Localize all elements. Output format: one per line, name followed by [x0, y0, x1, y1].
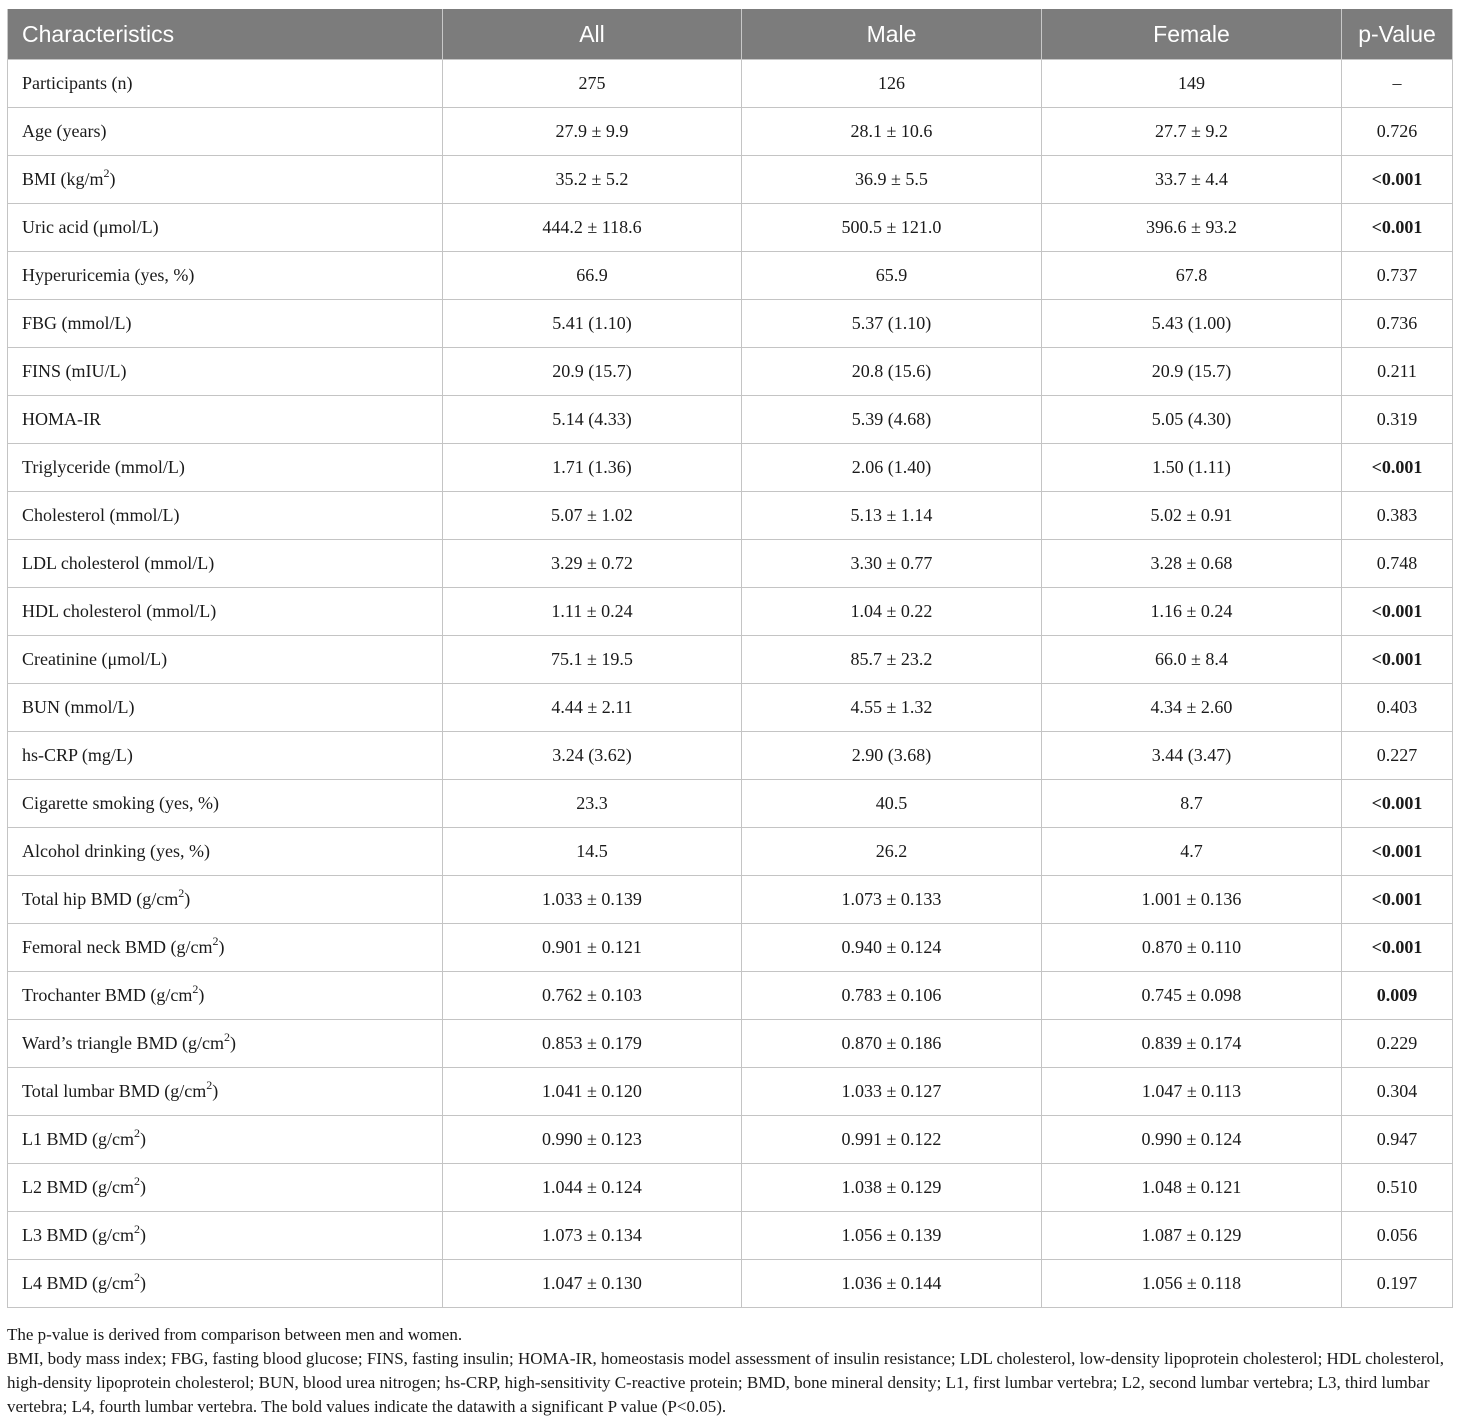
table-row: [8, 108, 1453, 156]
cell-characteristic: [8, 252, 443, 300]
table-row: [8, 780, 1453, 828]
characteristic-label: L1 BMD (g/cm: [22, 1129, 134, 1149]
cell-characteristic: [8, 492, 443, 540]
cell-male: 1.073 ± 0.133: [742, 876, 1042, 924]
cell-all: 20.9 (15.7): [443, 348, 742, 396]
cell-p-value: <0.001: [1342, 876, 1453, 924]
cell-all: 4.44 ± 2.11: [443, 684, 742, 732]
cell-female: 0.745 ± 0.098: [1042, 972, 1342, 1020]
cell-all: 14.5: [443, 828, 742, 876]
cell-male: 36.9 ± 5.5: [742, 156, 1042, 204]
characteristic-label: Uric acid (μmol/L): [22, 217, 159, 237]
characteristic-label: FBG (mmol/L): [22, 313, 132, 333]
cell-female: 33.7 ± 4.4: [1042, 156, 1342, 204]
characteristic-label-suffix: ): [230, 1033, 237, 1053]
cell-male: 1.038 ± 0.129: [742, 1164, 1042, 1212]
cell-female: 0.990 ± 0.124: [1042, 1116, 1342, 1164]
cell-male: 40.5: [742, 780, 1042, 828]
characteristic-label: Participants (n): [22, 73, 133, 93]
cell-female: 3.28 ± 0.68: [1042, 540, 1342, 588]
table-row: [8, 1212, 1453, 1260]
footnote-abbreviations: BMI, body mass index; FBG, fasting blood glucose; FINS, fasting insulin; HOMA-IR, homeostasis model assessment of insulin resistance; LDL cholesterol, low-density lipoprotein cholesterol; HDL cholesterol, high-density lipoprotein cholesterol; BUN, blood urea nitrogen; hs-CRP, high-sensitivity C-reactive protein; BMD, bone mineral density; L1, first lumbar vertebra; L2, second lumbar vertebra; L3, third lumbar vertebra; L4, fourth lumbar vertebra. The bold values indicate the datawith a significant P value (P<0.05).: [7, 1349, 1444, 1416]
cell-all: 66.9: [443, 252, 742, 300]
unit-superscript: 2: [134, 1126, 140, 1140]
cell-all: 1.073 ± 0.134: [443, 1212, 742, 1260]
characteristic-label: Total hip BMD (g/cm: [22, 889, 179, 909]
cell-female: 0.839 ± 0.174: [1042, 1020, 1342, 1068]
cell-male: 500.5 ± 121.0: [742, 204, 1042, 252]
table-body: [8, 60, 1453, 1308]
cell-male: 5.37 (1.10): [742, 300, 1042, 348]
header-female: Female: [1042, 9, 1342, 60]
table-row: [8, 924, 1453, 972]
cell-female: 66.0 ± 8.4: [1042, 636, 1342, 684]
cell-all: 5.41 (1.10): [443, 300, 742, 348]
cell-all: 0.990 ± 0.123: [443, 1116, 742, 1164]
cell-p-value: <0.001: [1342, 924, 1453, 972]
header-all: All: [443, 9, 742, 60]
cell-characteristic: [8, 108, 443, 156]
cell-female: 27.7 ± 9.2: [1042, 108, 1342, 156]
cell-male: 4.55 ± 1.32: [742, 684, 1042, 732]
unit-superscript: 2: [134, 1222, 140, 1236]
cell-female: 5.43 (1.00): [1042, 300, 1342, 348]
table-row: [8, 492, 1453, 540]
characteristic-label-suffix: ): [212, 1081, 219, 1101]
cell-characteristic: [8, 924, 443, 972]
cell-female: 1.50 (1.11): [1042, 444, 1342, 492]
cell-male: 3.30 ± 0.77: [742, 540, 1042, 588]
characteristic-label-suffix: ): [140, 1129, 146, 1149]
cell-characteristic: [8, 1260, 443, 1308]
table-row: [8, 1020, 1453, 1068]
cell-male: 5.39 (4.68): [742, 396, 1042, 444]
cell-p-value: 0.319: [1342, 396, 1453, 444]
cell-female: 20.9 (15.7): [1042, 348, 1342, 396]
cell-male: 1.033 ± 0.127: [742, 1068, 1042, 1116]
characteristic-label: Alcohol drinking (yes, %): [22, 841, 210, 861]
cell-characteristic: [8, 636, 443, 684]
cell-male: 2.06 (1.40): [742, 444, 1042, 492]
cell-all: 27.9 ± 9.9: [443, 108, 742, 156]
characteristic-label: Triglyceride (mmol/L): [22, 457, 185, 477]
characteristic-label: L3 BMD (g/cm: [22, 1225, 134, 1245]
cell-p-value: 0.383: [1342, 492, 1453, 540]
footnote-p-value-note: The p-value is derived from comparison between men and women.: [7, 1325, 463, 1344]
table-row: [8, 636, 1453, 684]
cell-p-value: <0.001: [1342, 588, 1453, 636]
cell-male: 5.13 ± 1.14: [742, 492, 1042, 540]
cell-p-value: <0.001: [1342, 156, 1453, 204]
cell-female: 5.05 (4.30): [1042, 396, 1342, 444]
characteristic-label-suffix: ): [109, 169, 116, 189]
cell-male: 65.9: [742, 252, 1042, 300]
table-footnotes: [7, 1323, 1457, 1419]
table-row: [8, 348, 1453, 396]
cell-female: 0.870 ± 0.110: [1042, 924, 1342, 972]
cell-characteristic: [8, 156, 443, 204]
characteristic-label-suffix: ): [140, 1177, 146, 1197]
cell-characteristic: [8, 204, 443, 252]
cell-all: 3.24 (3.62): [443, 732, 742, 780]
cell-male: 0.783 ± 0.106: [742, 972, 1042, 1020]
header-row: [8, 9, 1453, 60]
cell-p-value: 0.736: [1342, 300, 1453, 348]
characteristic-label: HDL cholesterol (mmol/L): [22, 601, 217, 621]
cell-characteristic: [8, 828, 443, 876]
cell-male: 1.036 ± 0.144: [742, 1260, 1042, 1308]
characteristic-label-suffix: ): [184, 889, 191, 909]
cell-female: 3.44 (3.47): [1042, 732, 1342, 780]
cell-male: 1.056 ± 0.139: [742, 1212, 1042, 1260]
cell-p-value: <0.001: [1342, 780, 1453, 828]
cell-characteristic: [8, 780, 443, 828]
cell-characteristic: [8, 1020, 443, 1068]
unit-superscript: 2: [192, 982, 199, 996]
cell-female: 5.02 ± 0.91: [1042, 492, 1342, 540]
cell-female: 8.7: [1042, 780, 1342, 828]
characteristic-label: LDL cholesterol (mmol/L): [22, 553, 215, 573]
cell-all: 5.14 (4.33): [443, 396, 742, 444]
header-p-value: p-Value: [1342, 9, 1453, 60]
characteristic-label: Age (years): [22, 121, 107, 141]
table-row: [8, 732, 1453, 780]
characteristic-label-suffix: ): [218, 937, 225, 957]
characteristic-label: Femoral neck BMD (g/cm: [22, 937, 213, 957]
cell-all: 23.3: [443, 780, 742, 828]
characteristic-label: Hyperuricemia (yes, %): [22, 265, 195, 285]
cell-characteristic: [8, 444, 443, 492]
table-row: [8, 444, 1453, 492]
unit-superscript: 2: [224, 1030, 231, 1044]
cell-female: 4.34 ± 2.60: [1042, 684, 1342, 732]
table-row: [8, 828, 1453, 876]
characteristic-label: Creatinine (μmol/L): [22, 649, 168, 669]
table-row: [8, 972, 1453, 1020]
table-row: [8, 252, 1453, 300]
cell-male: 28.1 ± 10.6: [742, 108, 1042, 156]
characteristic-label-suffix: ): [140, 1225, 146, 1245]
cell-characteristic: [8, 1212, 443, 1260]
cell-male: 85.7 ± 23.2: [742, 636, 1042, 684]
cell-p-value: 0.304: [1342, 1068, 1453, 1116]
cell-p-value: 0.403: [1342, 684, 1453, 732]
table-row: [8, 60, 1453, 108]
table-row: [8, 588, 1453, 636]
characteristics-table: [7, 9, 1453, 1308]
header-characteristics: Characteristics: [8, 9, 443, 60]
cell-male: 1.04 ± 0.22: [742, 588, 1042, 636]
cell-male: 0.991 ± 0.122: [742, 1116, 1042, 1164]
cell-all: 0.901 ± 0.121: [443, 924, 742, 972]
unit-superscript: 2: [134, 1270, 140, 1284]
cell-male: 0.870 ± 0.186: [742, 1020, 1042, 1068]
cell-p-value: 0.056: [1342, 1212, 1453, 1260]
cell-all: 1.11 ± 0.24: [443, 588, 742, 636]
cell-female: 1.056 ± 0.118: [1042, 1260, 1342, 1308]
cell-characteristic: [8, 732, 443, 780]
cell-characteristic: [8, 972, 443, 1020]
cell-all: 1.044 ± 0.124: [443, 1164, 742, 1212]
table-row: [8, 1164, 1453, 1212]
cell-all: 3.29 ± 0.72: [443, 540, 742, 588]
cell-female: 1.087 ± 0.129: [1042, 1212, 1342, 1260]
cell-female: 1.048 ± 0.121: [1042, 1164, 1342, 1212]
table-row: [8, 1260, 1453, 1308]
unit-superscript: 2: [103, 166, 110, 180]
cell-female: 4.7: [1042, 828, 1342, 876]
cell-p-value: 0.726: [1342, 108, 1453, 156]
characteristic-label: hs-CRP (mg/L): [22, 745, 133, 765]
characteristic-label: L4 BMD (g/cm: [22, 1273, 134, 1293]
cell-female: 1.047 ± 0.113: [1042, 1068, 1342, 1116]
characteristic-label: L2 BMD (g/cm: [22, 1177, 134, 1197]
cell-p-value: 0.229: [1342, 1020, 1453, 1068]
table-row: [8, 1068, 1453, 1116]
cell-p-value: <0.001: [1342, 444, 1453, 492]
cell-female: 396.6 ± 93.2: [1042, 204, 1342, 252]
characteristic-label: Cholesterol (mmol/L): [22, 505, 180, 525]
cell-female: 67.8: [1042, 252, 1342, 300]
characteristic-label: BUN (mmol/L): [22, 697, 135, 717]
characteristic-label-suffix: ): [140, 1273, 146, 1293]
cell-characteristic: [8, 588, 443, 636]
characteristic-label: BMI (kg/m: [22, 169, 104, 189]
characteristic-label: Cigarette smoking (yes, %): [22, 793, 219, 813]
cell-characteristic: [8, 1068, 443, 1116]
cell-p-value: 0.197: [1342, 1260, 1453, 1308]
cell-all: 1.041 ± 0.120: [443, 1068, 742, 1116]
characteristic-label: HOMA-IR: [22, 409, 101, 429]
characteristic-label: Trochanter BMD (g/cm: [22, 985, 193, 1005]
cell-characteristic: [8, 876, 443, 924]
cell-p-value: –: [1342, 60, 1453, 108]
cell-male: 20.8 (15.6): [742, 348, 1042, 396]
cell-p-value: 0.510: [1342, 1164, 1453, 1212]
cell-p-value: <0.001: [1342, 828, 1453, 876]
unit-superscript: 2: [212, 934, 219, 948]
table-row: [8, 204, 1453, 252]
characteristic-label-suffix: ): [198, 985, 205, 1005]
characteristic-label: Ward’s triangle BMD (g/cm: [22, 1033, 225, 1053]
cell-all: 0.762 ± 0.103: [443, 972, 742, 1020]
cell-characteristic: [8, 684, 443, 732]
cell-characteristic: [8, 348, 443, 396]
cell-all: 5.07 ± 1.02: [443, 492, 742, 540]
cell-all: 444.2 ± 118.6: [443, 204, 742, 252]
unit-superscript: 2: [134, 1174, 140, 1188]
cell-characteristic: [8, 1116, 443, 1164]
cell-female: 149: [1042, 60, 1342, 108]
cell-p-value: 0.737: [1342, 252, 1453, 300]
cell-characteristic: [8, 300, 443, 348]
cell-female: 1.001 ± 0.136: [1042, 876, 1342, 924]
cell-p-value: 0.211: [1342, 348, 1453, 396]
cell-male: 126: [742, 60, 1042, 108]
cell-male: 0.940 ± 0.124: [742, 924, 1042, 972]
table-row: [8, 300, 1453, 348]
cell-all: 275: [443, 60, 742, 108]
cell-all: 1.033 ± 0.139: [443, 876, 742, 924]
cell-all: 1.71 (1.36): [443, 444, 742, 492]
cell-characteristic: [8, 540, 443, 588]
table-row: [8, 1116, 1453, 1164]
cell-all: 1.047 ± 0.130: [443, 1260, 742, 1308]
table-row: [8, 876, 1453, 924]
cell-characteristic: [8, 60, 443, 108]
characteristic-label: FINS (mIU/L): [22, 361, 127, 381]
characteristic-label: Total lumbar BMD (g/cm: [22, 1081, 207, 1101]
unit-superscript: 2: [178, 886, 185, 900]
table-row: [8, 540, 1453, 588]
cell-all: 35.2 ± 5.2: [443, 156, 742, 204]
cell-all: 0.853 ± 0.179: [443, 1020, 742, 1068]
table-row: [8, 396, 1453, 444]
cell-male: 26.2: [742, 828, 1042, 876]
cell-male: 2.90 (3.68): [742, 732, 1042, 780]
cell-female: 1.16 ± 0.24: [1042, 588, 1342, 636]
table-header: [8, 9, 1453, 60]
cell-characteristic: [8, 1164, 443, 1212]
unit-superscript: 2: [206, 1078, 213, 1092]
header-male: Male: [742, 9, 1042, 60]
cell-p-value: 0.947: [1342, 1116, 1453, 1164]
characteristics-table-container: [7, 9, 1452, 1308]
cell-characteristic: [8, 396, 443, 444]
table-row: [8, 156, 1453, 204]
cell-all: 75.1 ± 19.5: [443, 636, 742, 684]
cell-p-value: 0.748: [1342, 540, 1453, 588]
cell-p-value: <0.001: [1342, 636, 1453, 684]
cell-p-value: 0.009: [1342, 972, 1453, 1020]
table-row: [8, 684, 1453, 732]
cell-p-value: <0.001: [1342, 204, 1453, 252]
cell-p-value: 0.227: [1342, 732, 1453, 780]
